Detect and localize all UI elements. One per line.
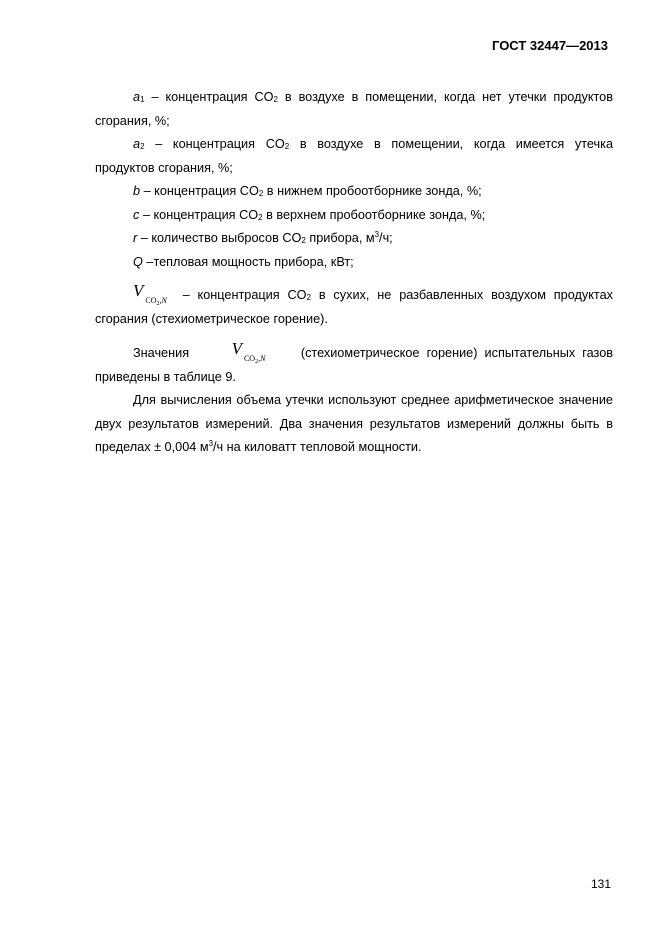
formula-v-co2-n: $V_{CO_2,N}$ (133, 281, 167, 307)
def-a1-cont: сгорания, %; (95, 113, 170, 128)
calc-paragraph: Для вычисления объема утечки используют среднее арифметическое значение двух результатов измерений. Два значения результатов измерений должны быть в пределах ± 0,004 $м^3/ч$ на киловатт тепловой мощности. (95, 393, 613, 454)
def-b: b – концентрация $CO_2$ в нижнем пробоотборнике зонда, %; (133, 184, 482, 198)
def-r: r – количество выбросов $CO_2$ прибора, $м^3/ч$; (133, 230, 393, 245)
formula-v-co2-n: $V_{CO_2,N}$ (231, 339, 266, 365)
document-body (95, 86, 613, 460)
def-a1: $a_1$ – концентрация $CO_2$ в воздухе в помещении, когда нет утечки продуктов (133, 90, 613, 104)
values-paragraph-cont: приведены в таблице 9. (95, 369, 236, 384)
def-a2-cont: продуктов сгорания, %; (95, 160, 233, 175)
values-paragraph: Значения $V_{CO_2,N}$ (стехиометрическое горение) испытательных газов (133, 339, 614, 365)
document-header: ГОСТ 32447—2013 (492, 38, 608, 53)
def-c: c – концентрация $CO_2$ в верхнем пробоотборнике зонда, %; (133, 207, 486, 222)
def-q: Q –тепловая мощность прибора, кВт; (133, 254, 354, 269)
def-a2: $a_2$ – концентрация $CO_2$ в воздухе в помещении, когда имеется утечка (133, 137, 614, 151)
def-v: $V_{CO_2,N}$ – концентрация $CO_2$ в сухих, не разбавленных воздухом продуктах (133, 281, 613, 307)
def-v-cont: сгорания (стехиометрическое горение). (95, 311, 328, 326)
page-number: 131 (590, 877, 611, 891)
